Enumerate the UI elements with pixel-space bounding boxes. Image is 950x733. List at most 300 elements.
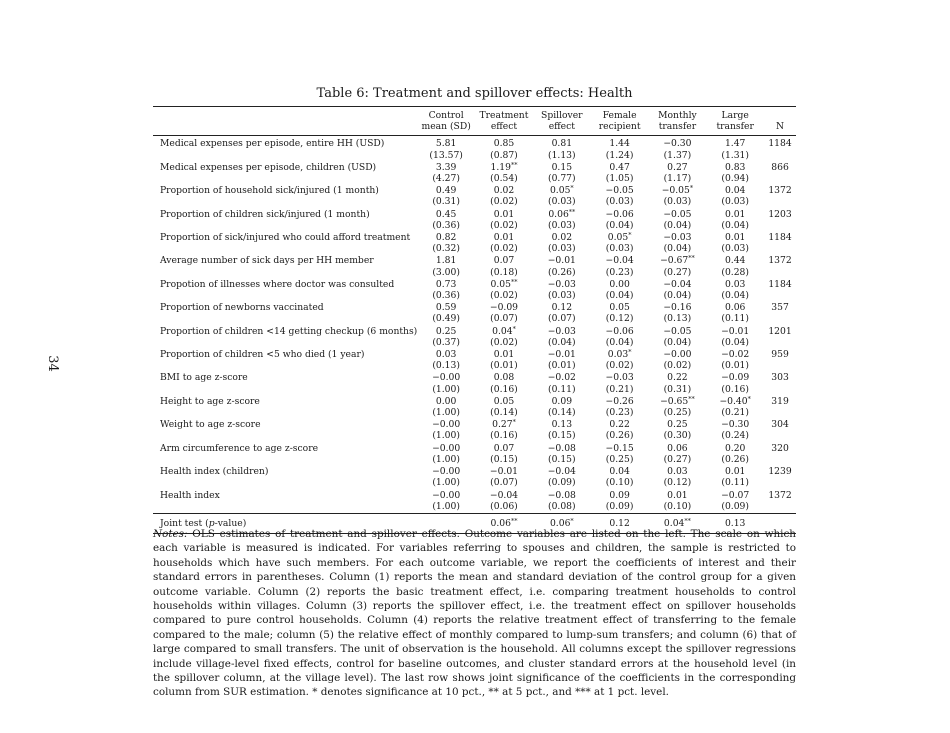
n-blank: [764, 477, 796, 489]
row-label: Proportion of children sick/injured (1 month): [160, 208, 370, 220]
row-label-blank: [153, 267, 417, 279]
n-cell-value: 320: [771, 442, 789, 454]
significance-stars: *: [512, 324, 516, 333]
coefficient-cell: [533, 209, 591, 220]
column-header: [649, 107, 707, 136]
coefficient-cell: [706, 443, 764, 454]
standard-error-cell-value: (0.10): [663, 500, 692, 512]
row-label-blank: [153, 243, 417, 255]
standard-error-cell-value: (0.03): [605, 243, 634, 255]
column-header-line1: Large: [721, 110, 749, 121]
n-cell-value: 1372: [768, 185, 792, 197]
coefficient-cell-value: 0.00: [609, 278, 630, 290]
header-blank: [153, 107, 417, 136]
coefficient-cell-value: 5.81: [435, 138, 457, 150]
coefficient-cell-value: 0.02: [493, 185, 515, 197]
row-label: Propotion of illnesses where doctor was consulted: [160, 278, 395, 290]
standard-error-cell-value: (0.24): [721, 430, 749, 442]
n-cell: [764, 326, 796, 337]
standard-error-cell-value: (0.77): [547, 173, 576, 185]
row-label: Arm circumference to age z-score: [160, 442, 319, 454]
n-cell-value: 319: [771, 395, 789, 407]
row-label-blank: [153, 477, 417, 489]
standard-error-cell: [591, 290, 649, 302]
table-row: [153, 279, 796, 290]
table-body: [153, 136, 796, 534]
coefficient-cell-value: 0.25: [435, 325, 457, 337]
standard-error-cell: [417, 173, 475, 185]
standard-error-cell-value: (0.01): [490, 360, 518, 372]
standard-error-cell-value: (1.00): [432, 407, 460, 419]
coefficient-cell-value: 0.47: [609, 161, 630, 173]
n-blank: [764, 267, 796, 279]
table-row: [153, 372, 796, 383]
coefficient-cell-value: 1.44: [609, 138, 630, 150]
standard-error-cell-value: (0.04): [605, 290, 634, 302]
standard-error-cell: [475, 243, 533, 255]
coefficient-cell: [591, 349, 649, 360]
table-row: [153, 255, 796, 266]
coefficient-cell: [649, 466, 707, 477]
coefficient-cell: [533, 232, 591, 243]
coefficient-cell-value: 0.06: [724, 302, 746, 314]
table-row: [153, 185, 796, 196]
significance-stars: *: [512, 418, 516, 427]
coefficient-cell: [475, 419, 533, 430]
standard-error-cell: [591, 360, 649, 372]
standard-error-cell: [533, 290, 591, 302]
standard-error-cell-value: (0.23): [605, 407, 634, 419]
significance-stars: **: [510, 160, 518, 169]
standard-error-cell: [591, 220, 649, 232]
standard-error-cell: [533, 220, 591, 232]
coefficient-cell: [591, 136, 649, 150]
coefficient-cell: [706, 232, 764, 243]
coefficient-cell-value: 1.19: [490, 161, 511, 173]
coefficient-cell-value: 0.05: [490, 278, 511, 290]
significance-stars: *: [628, 348, 632, 357]
coefficient-cell: [591, 419, 649, 430]
n-blank: [764, 220, 796, 232]
column-header-line1: Treatment: [479, 110, 529, 121]
coefficient-cell: [649, 349, 707, 360]
standard-error-cell: [417, 454, 475, 466]
coefficient-cell: [475, 162, 533, 173]
significance-stars: **: [684, 516, 691, 525]
standard-error-cell: [706, 290, 764, 302]
standard-error-cell: [591, 407, 649, 419]
standard-error-cell-value: (0.25): [663, 407, 692, 419]
standard-error-cell: [706, 501, 764, 514]
standard-error-cell: [417, 313, 475, 325]
coefficient-cell: [706, 419, 764, 430]
coefficient-cell: [417, 302, 475, 313]
coefficient-cell-value: −0.01: [721, 325, 750, 337]
standard-error-cell-value: (0.12): [663, 477, 692, 489]
coefficient-cell: [475, 349, 533, 360]
standard-error-cell-value: (0.32): [432, 243, 460, 255]
standard-error-cell: [591, 267, 649, 279]
standard-error-cell-value: (0.03): [547, 290, 576, 302]
coefficient-cell-value: −0.07: [721, 489, 750, 501]
n-cell: [764, 419, 796, 430]
standard-error-cell-value: (1.00): [432, 500, 460, 512]
standard-error-cell: [591, 430, 649, 442]
standard-error-cell-value: (1.00): [432, 383, 460, 395]
coefficient-cell: [475, 302, 533, 313]
table-row: [153, 136, 796, 150]
coefficient-cell: [533, 326, 591, 337]
n-cell: [764, 396, 796, 407]
row-label: Medical expenses per episode, children (USD): [160, 161, 377, 173]
coefficient-cell: [591, 490, 649, 501]
standard-error-cell-value: (0.07): [490, 313, 518, 325]
coefficient-cell-value: 0.13: [551, 419, 573, 431]
coefficient-cell: [533, 490, 591, 501]
standard-error-cell: [591, 243, 649, 255]
coefficient-cell: [417, 232, 475, 243]
coefficient-cell-value: 0.59: [435, 302, 457, 314]
coefficient-cell-value: 0.01: [724, 232, 746, 244]
standard-error-cell-value: (0.16): [490, 383, 518, 395]
coefficient-cell-value: 0.04: [724, 185, 746, 197]
row-label-blank: [153, 430, 417, 442]
coefficient-cell-value: 0.44: [724, 255, 746, 267]
coefficient-cell-value: 0.06: [548, 208, 569, 220]
coefficient-cell-value: −0.01: [547, 349, 576, 361]
row-label: Average number of sick days per HH member: [160, 255, 374, 267]
coefficient-cell-value: −0.30: [663, 138, 692, 150]
n-cell: [764, 466, 796, 477]
coefficient-cell-value: 0.25: [667, 419, 688, 431]
coefficient-cell-value: −0.04: [663, 278, 692, 290]
standard-error-cell: [533, 267, 591, 279]
standard-error-cell-value: (0.26): [547, 266, 576, 278]
coefficient-cell: [533, 466, 591, 477]
standard-error-cell: [417, 196, 475, 208]
standard-error-cell: [706, 267, 764, 279]
standard-error-cell: [706, 220, 764, 232]
coefficient-cell: [475, 209, 533, 220]
joint-test-cell-value: 0.06: [490, 517, 511, 529]
table-row-se: [153, 430, 796, 442]
coefficient-cell: [475, 490, 533, 501]
coefficient-cell: [706, 349, 764, 360]
coefficient-cell: [706, 396, 764, 407]
standard-error-cell-value: (1.05): [605, 173, 634, 185]
coefficient-cell-value: 0.27: [492, 419, 513, 431]
coefficient-cell-value: −0.03: [547, 325, 576, 337]
standard-error-cell-value: (0.54): [490, 173, 518, 185]
coefficient-cell-value: 0.15: [551, 161, 573, 173]
coefficient-cell: [417, 490, 475, 501]
standard-error-cell: [475, 290, 533, 302]
coefficient-cell: [417, 279, 475, 290]
n-cell: [764, 162, 796, 173]
standard-error-cell-value: (0.03): [605, 196, 634, 208]
standard-error-cell-value: (0.04): [721, 336, 749, 348]
coefficient-cell-value: −0.67: [660, 255, 689, 267]
n-cell: [764, 443, 796, 454]
standard-error-cell-value: (0.21): [605, 383, 634, 395]
standard-error-cell: [475, 220, 533, 232]
row-label: Health index: [160, 489, 220, 501]
standard-error-cell: [591, 501, 649, 514]
coefficient-cell: [591, 326, 649, 337]
standard-error-cell-value: (0.01): [547, 360, 576, 372]
standard-error-cell: [706, 430, 764, 442]
standard-error-cell-value: (0.31): [432, 196, 460, 208]
standard-error-cell-value: (0.04): [547, 336, 576, 348]
row-label-blank: [153, 290, 417, 302]
standard-error-cell: [591, 384, 649, 396]
standard-error-cell-value: (1.13): [547, 149, 576, 161]
n-cell-value: 1201: [768, 325, 792, 337]
coefficient-cell: [533, 443, 591, 454]
standard-error-cell: [475, 150, 533, 162]
standard-error-cell-value: (0.04): [605, 336, 634, 348]
standard-error-cell-value: (0.11): [721, 313, 749, 325]
standard-error-cell-value: (1.17): [663, 173, 692, 185]
standard-error-cell: [706, 477, 764, 489]
standard-error-cell-value: (0.87): [490, 149, 518, 161]
standard-error-cell-value: (0.09): [547, 477, 576, 489]
coefficient-cell-value: −0.00: [432, 466, 461, 478]
standard-error-cell-value: (0.11): [547, 383, 576, 395]
standard-error-cell-value: (0.27): [663, 266, 692, 278]
standard-error-cell: [475, 454, 533, 466]
table-row-se: [153, 173, 796, 185]
coefficient-cell: [475, 372, 533, 383]
coefficient-cell-value: 0.05: [609, 302, 630, 314]
row-label-blank: [153, 407, 417, 419]
joint-test-label-post: -value): [214, 517, 247, 529]
table-row: [153, 349, 796, 360]
standard-error-cell-value: (0.03): [721, 243, 749, 255]
n-blank: [764, 337, 796, 349]
standard-error-cell-value: (0.18): [490, 266, 518, 278]
standard-error-cell-value: (0.15): [547, 430, 576, 442]
standard-error-cell: [533, 337, 591, 349]
standard-error-cell-value: (0.07): [547, 313, 576, 325]
coefficient-cell-value: 0.12: [551, 302, 573, 314]
page-number: 34: [44, 355, 60, 372]
coefficient-cell-value: 0.03: [435, 349, 457, 361]
standard-error-cell-value: (0.14): [547, 407, 576, 419]
standard-error-cell-value: (0.03): [547, 243, 576, 255]
coefficient-cell: [649, 279, 707, 290]
coefficient-cell: [475, 255, 533, 266]
standard-error-cell: [533, 384, 591, 396]
standard-error-cell-value: (0.07): [490, 477, 518, 489]
coefficient-cell-value: 0.27: [667, 161, 688, 173]
coefficient-cell-value: −0.30: [721, 419, 750, 431]
standard-error-cell-value: (13.57): [429, 149, 463, 161]
coefficient-cell: [591, 162, 649, 173]
coefficient-cell: [649, 209, 707, 220]
table-caption: Table 6: Treatment and spillover effects: Health: [316, 86, 633, 101]
standard-error-cell: [706, 196, 764, 208]
coefficient-cell: [649, 162, 707, 173]
standard-error-cell: [649, 430, 707, 442]
standard-error-cell: [591, 454, 649, 466]
coefficient-cell: [533, 185, 591, 196]
column-header: [764, 107, 796, 136]
n-cell-value: 303: [771, 372, 789, 384]
coefficient-cell: [475, 443, 533, 454]
coefficient-cell-value: −0.03: [663, 232, 692, 244]
standard-error-cell: [591, 196, 649, 208]
coefficient-cell: [649, 232, 707, 243]
coefficient-cell: [649, 185, 707, 196]
standard-error-cell: [533, 150, 591, 162]
n-blank: [764, 501, 796, 514]
standard-error-cell-value: (4.27): [432, 173, 460, 185]
standard-error-cell-value: (0.36): [432, 219, 460, 231]
coefficient-cell: [591, 255, 649, 266]
standard-error-cell-value: (0.94): [721, 173, 749, 185]
n-cell: [764, 279, 796, 290]
n-blank: [764, 384, 796, 396]
standard-error-cell: [649, 501, 707, 514]
standard-error-cell-value: (0.04): [663, 290, 692, 302]
coefficient-cell-value: −0.08: [547, 489, 576, 501]
coefficient-cell: [706, 162, 764, 173]
table-row-se: [153, 384, 796, 396]
n-blank: [764, 313, 796, 325]
row-label: Medical expenses per episode, entire HH (USD): [160, 138, 385, 150]
row-label-blank: [153, 196, 417, 208]
coefficient-cell: [533, 419, 591, 430]
n-cell: [764, 302, 796, 313]
standard-error-cell-value: (0.03): [547, 219, 576, 231]
coefficient-cell-value: 0.73: [435, 278, 457, 290]
n-cell-value: 1184: [768, 278, 792, 290]
standard-error-cell: [533, 430, 591, 442]
coefficient-cell: [706, 209, 764, 220]
coefficient-cell-value: −0.08: [547, 442, 576, 454]
coefficient-cell-value: −0.06: [605, 208, 634, 220]
coefficient-cell: [475, 232, 533, 243]
coefficient-cell: [649, 443, 707, 454]
table-row: [153, 162, 796, 173]
standard-error-cell-value: (0.27): [663, 453, 692, 465]
n-cell-value: 357: [771, 302, 789, 314]
standard-error-cell-value: (1.31): [721, 149, 749, 161]
row-label: Height to age z-score: [160, 395, 260, 407]
coefficient-cell: [649, 419, 707, 430]
significance-stars: **: [510, 516, 518, 525]
standard-error-cell: [417, 477, 475, 489]
row-label: Proportion of newborns vaccinated: [160, 302, 324, 314]
standard-error-cell-value: (0.15): [490, 453, 518, 465]
n-cell-value: 866: [771, 161, 789, 173]
standard-error-cell: [649, 477, 707, 489]
standard-error-cell-value: (0.02): [490, 196, 518, 208]
standard-error-cell: [591, 173, 649, 185]
standard-error-cell: [533, 243, 591, 255]
coefficient-cell-value: 0.01: [493, 349, 515, 361]
standard-error-cell-value: (0.04): [663, 336, 692, 348]
column-header-line2: effect: [548, 121, 575, 133]
coefficient-cell: [475, 396, 533, 407]
coefficient-cell-value: 0.22: [609, 419, 630, 431]
standard-error-cell-value: (0.36): [432, 290, 460, 302]
coefficient-cell-value: 0.00: [435, 395, 457, 407]
standard-error-cell: [475, 267, 533, 279]
n-blank: [764, 290, 796, 302]
coefficient-cell: [706, 302, 764, 313]
coefficient-cell-value: 0.45: [435, 208, 457, 220]
coefficient-cell-value: −0.00: [663, 349, 692, 361]
coefficient-cell-value: −0.00: [432, 442, 461, 454]
table-notes: [153, 527, 796, 700]
coefficient-cell: [475, 136, 533, 150]
column-header-line2: transfer: [658, 121, 697, 133]
coefficient-cell-value: −0.65: [660, 395, 689, 407]
coefficient-cell: [417, 466, 475, 477]
standard-error-cell-value: (0.09): [605, 500, 634, 512]
standard-error-cell-value: (0.26): [605, 430, 634, 442]
coefficient-cell: [649, 136, 707, 150]
row-label-blank: [153, 150, 417, 162]
table-row: [153, 232, 796, 243]
table-row-se: [153, 220, 796, 232]
coefficient-cell: [591, 443, 649, 454]
standard-error-cell: [706, 313, 764, 325]
n-blank: [764, 243, 796, 255]
n-blank: [764, 196, 796, 208]
standard-error-cell: [533, 360, 591, 372]
coefficient-cell-value: −0.26: [605, 395, 634, 407]
standard-error-cell: [649, 407, 707, 419]
coefficient-cell-value: 0.01: [493, 232, 515, 244]
standard-error-cell-value: (0.12): [605, 313, 634, 325]
coefficient-cell: [417, 185, 475, 196]
standard-error-cell: [475, 173, 533, 185]
standard-error-cell-value: (0.04): [663, 219, 692, 231]
n-blank: [764, 173, 796, 185]
coefficient-cell-value: 0.20: [724, 442, 746, 454]
row-label: Proportion of sick/injured who could afford treatment: [160, 232, 411, 244]
standard-error-cell: [417, 220, 475, 232]
standard-error-cell: [649, 360, 707, 372]
coefficient-cell-value: −0.40: [719, 395, 748, 407]
coefficient-cell: [706, 185, 764, 196]
coefficient-cell-value: −0.02: [547, 372, 576, 384]
row-label: BMI to age z-score: [160, 372, 248, 384]
standard-error-cell-value: (0.28): [721, 266, 749, 278]
standard-error-cell: [417, 337, 475, 349]
standard-error-cell-value: (0.37): [432, 336, 460, 348]
standard-error-cell-value: (0.09): [721, 500, 749, 512]
standard-error-cell: [533, 196, 591, 208]
standard-error-cell-value: (0.16): [721, 383, 749, 395]
row-label-blank: [153, 454, 417, 466]
standard-error-cell: [591, 150, 649, 162]
coefficient-cell-value: −0.05: [663, 325, 692, 337]
coefficient-cell: [591, 185, 649, 196]
standard-error-cell: [649, 243, 707, 255]
column-header-line1: Monthly: [658, 110, 697, 121]
coefficient-cell-value: 0.07: [493, 442, 515, 454]
table-row-se: [153, 313, 796, 325]
column-header: [417, 107, 475, 136]
coefficient-cell: [417, 349, 475, 360]
n-cell-value: 1239: [768, 466, 792, 478]
coefficient-cell: [649, 255, 707, 266]
coefficient-cell-value: 0.81: [551, 138, 573, 150]
